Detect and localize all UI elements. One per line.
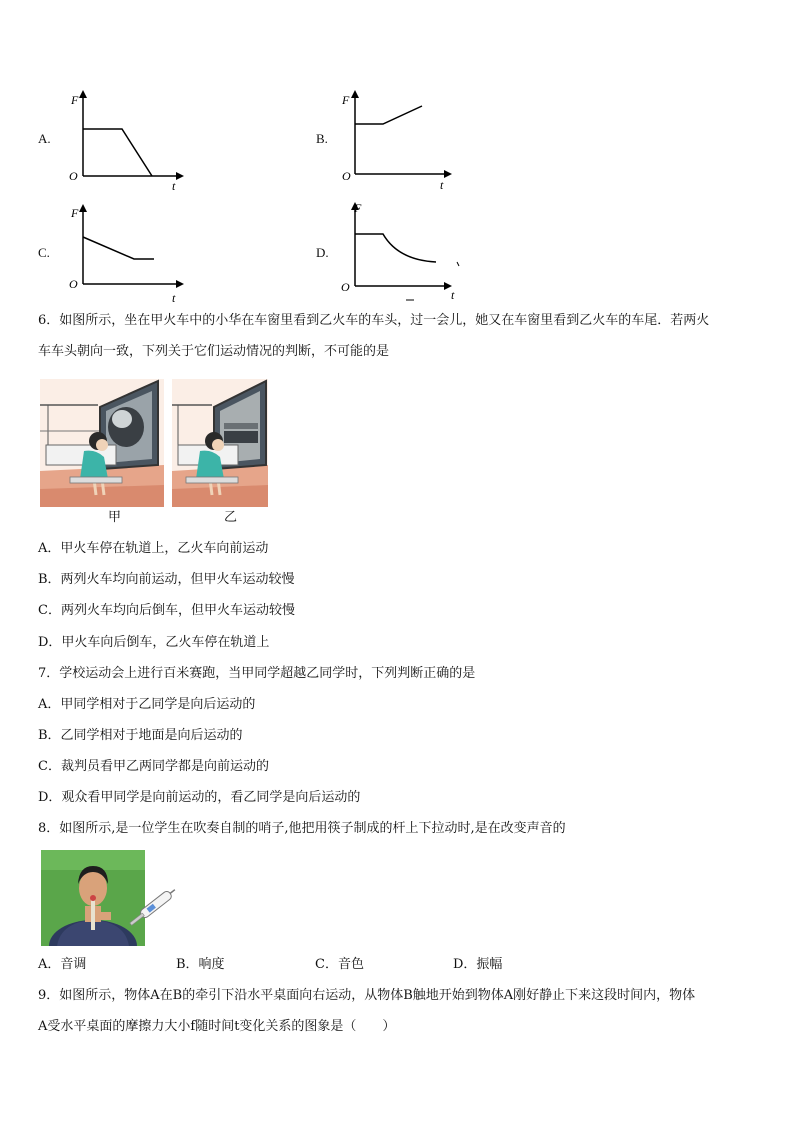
- q7-option-b: B．乙同学相对于地面是向后运动的: [38, 728, 243, 743]
- graph-d-x-label: t: [451, 288, 455, 302]
- q6-figure-left: [40, 379, 164, 507]
- graph-c-line: [83, 237, 154, 259]
- graph-b: [336, 88, 466, 194]
- q6-option-a: A．甲火车停在轨道上，乙火车向前运动: [38, 541, 269, 556]
- graph-d-line: [355, 234, 436, 262]
- graph-d: [336, 198, 466, 304]
- q6-caption-left: 甲: [108, 510, 122, 525]
- graph-c-origin: O: [69, 277, 78, 291]
- graph-b-y-label: F: [342, 93, 350, 107]
- q9-stem-line2: A受水平桌面的摩擦力大小f随时间t变化关系的图象是（ ）: [38, 1019, 396, 1034]
- q7-option-a: A．甲同学相对于乙同学是向后运动的: [38, 697, 256, 712]
- q9-stem-line1: 9．如图所示，物体A在B的牵引下沿水平桌面向右运动，从物体B触地开始到物体A刚好静止下来这段时间内，物体: [38, 988, 696, 1003]
- q7-option-c: C．裁判员看甲乙两同学都是向前运动的: [38, 759, 269, 774]
- graph-option-c-label: C.: [38, 245, 50, 260]
- q8-option-c: C．音色: [315, 957, 364, 972]
- q7-stem: 7．学校运动会上进行百米赛跑，当甲同学超越乙同学时，下列判断正确的是: [38, 666, 476, 681]
- graph-b-x-label: t: [440, 178, 444, 192]
- q6-option-b: B．两列火车均向前运动，但甲火车运动较慢: [38, 572, 295, 587]
- q8-stem: 8．如图所示,是一位学生在吹奏自制的哨子,他把用筷子制成的杆上下拉动时,是在改变声音的: [38, 821, 566, 836]
- graph-option-d-label: D.: [316, 245, 329, 260]
- q8-option-b: B．响度: [176, 957, 225, 972]
- q6-stem-line2: 车车头朝向一致，下列关于它们运动情况的判断，不可能的是: [38, 344, 390, 359]
- graph-option-a-label: A.: [38, 131, 51, 146]
- graph-b-line: [355, 106, 422, 124]
- q8-option-a: A．音调: [38, 957, 87, 972]
- q6-stem-line1: 6．如图所示，坐在甲火车中的小华在车窗里看到乙火车的车头，过一会儿，她又在车窗里看到乙火车的车尾．若两火: [38, 313, 710, 328]
- graph-a-line: [83, 129, 152, 176]
- graph-option-b-label: B.: [316, 131, 328, 146]
- q6-figure-right: [172, 379, 268, 507]
- q6-caption-right: 乙: [224, 510, 238, 525]
- graph-a-x-label: t: [172, 179, 176, 193]
- graph-c: [62, 202, 192, 304]
- graph-c-x-label: t: [172, 291, 176, 304]
- graph-a-origin: O: [69, 169, 78, 183]
- graph-a-y-label: F: [71, 93, 79, 107]
- graph-c-y-label: F: [71, 206, 79, 220]
- q8-figure: [41, 850, 177, 946]
- graph-d-origin: O: [341, 280, 350, 294]
- q6-option-c: C．两列火车均向后倒车，但甲火车运动较慢: [38, 603, 295, 618]
- q7-option-d: D．观众看甲同学是向前运动的，看乙同学是向后运动的: [38, 790, 361, 805]
- graph-b-origin: O: [342, 169, 351, 183]
- q8-option-d: D．振幅: [453, 957, 503, 972]
- graph-d-y-label: F: [354, 201, 362, 215]
- q6-option-d: D．甲火车向后倒车，乙火车停在轨道上: [38, 635, 270, 650]
- graph-a: [62, 88, 192, 194]
